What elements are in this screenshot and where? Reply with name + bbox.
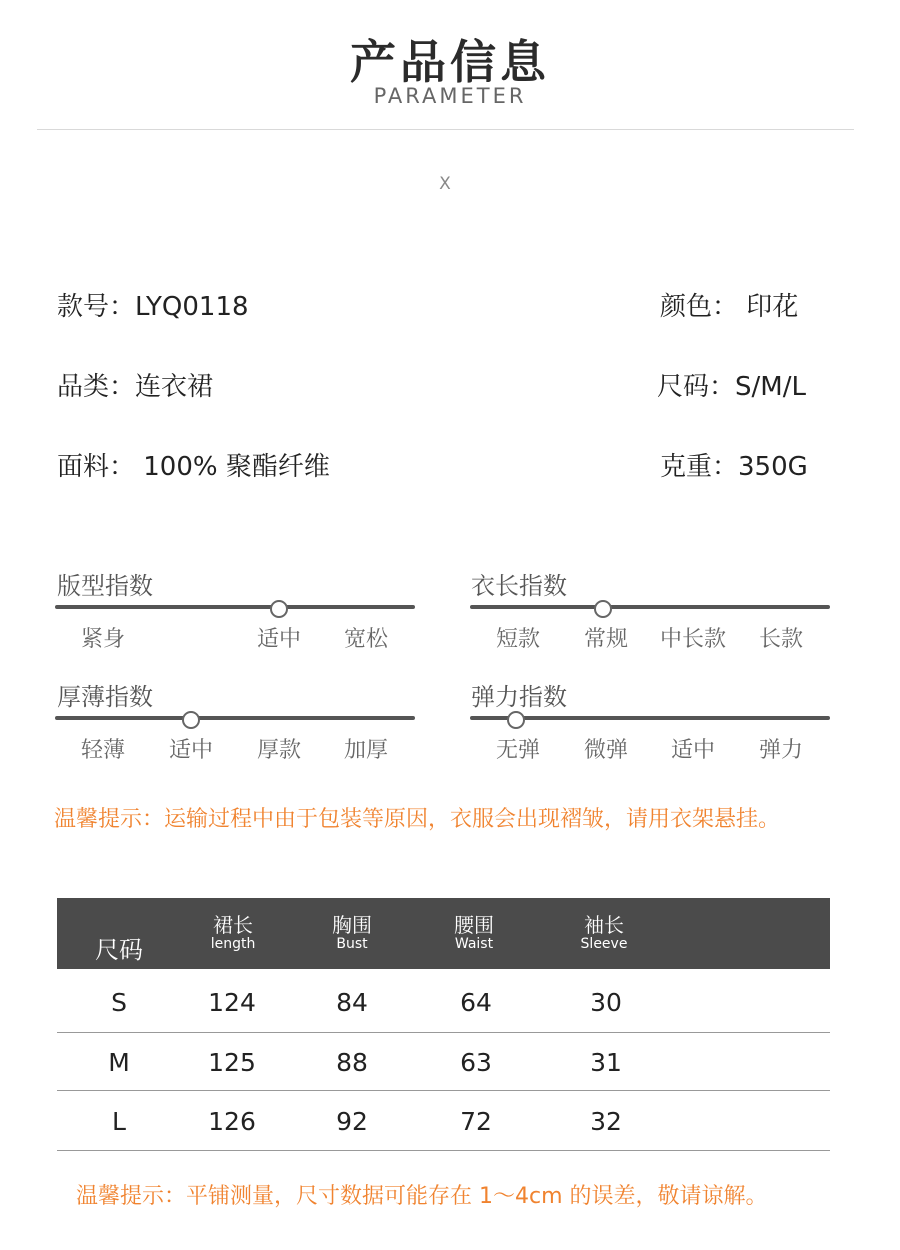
thickness-index-title: 厚薄指数 bbox=[57, 683, 153, 711]
x-mark: X bbox=[439, 174, 451, 194]
sleeve-cell: 32 bbox=[590, 1107, 622, 1136]
bust-cell: 92 bbox=[336, 1107, 368, 1136]
sleeve-column-header: 袖长 Sleeve bbox=[580, 913, 628, 952]
size-cell: S bbox=[111, 988, 127, 1017]
sleeve-cell: 30 bbox=[590, 988, 622, 1017]
fit-index-knob bbox=[270, 600, 288, 618]
size-cell: L bbox=[112, 1107, 126, 1136]
color-info: 颜色： 印花 bbox=[660, 292, 799, 322]
row-divider bbox=[57, 1150, 830, 1151]
fit-option: 宽松 bbox=[343, 627, 388, 652]
weight-info: 克重：350G bbox=[660, 452, 808, 482]
elasticity-option: 无弹 bbox=[495, 738, 540, 763]
size-info: 尺码：S/M/L bbox=[657, 372, 806, 402]
sleeve-cell: 31 bbox=[590, 1048, 622, 1077]
waist-column-header: 腰围 Waist bbox=[454, 913, 494, 952]
thickness-index-track bbox=[55, 716, 415, 720]
length-column-header: 裙长 length bbox=[210, 913, 256, 952]
waist-cell: 63 bbox=[460, 1048, 492, 1077]
length-index-title: 衣长指数 bbox=[471, 572, 567, 600]
thickness-option: 适中 bbox=[168, 738, 213, 763]
waist-cell: 64 bbox=[460, 988, 492, 1017]
length-option: 长款 bbox=[758, 627, 803, 652]
length-index-knob bbox=[594, 600, 612, 618]
length-index-track bbox=[470, 605, 830, 609]
thickness-index-knob bbox=[182, 711, 200, 729]
fit-option: 适中 bbox=[256, 627, 301, 652]
category-info: 品类：连衣裙 bbox=[57, 372, 214, 402]
thickness-option: 厚款 bbox=[256, 738, 301, 763]
waist-cell: 72 bbox=[460, 1107, 492, 1136]
bust-cell: 84 bbox=[336, 988, 368, 1017]
bust-cell: 88 bbox=[336, 1048, 368, 1077]
elasticity-index-knob bbox=[507, 711, 525, 729]
fit-option: 紧身 bbox=[80, 627, 125, 652]
length-cell: 124 bbox=[208, 988, 256, 1017]
length-cell: 125 bbox=[208, 1048, 256, 1077]
page-title: 产品信息 bbox=[350, 35, 550, 89]
page-subtitle: PARAMETER bbox=[373, 84, 527, 108]
fit-index-title: 版型指数 bbox=[57, 572, 153, 600]
size-column-header: 尺码 bbox=[95, 936, 143, 964]
size-cell: M bbox=[108, 1048, 130, 1077]
fit-index-track bbox=[55, 605, 415, 609]
thickness-option: 轻薄 bbox=[80, 738, 125, 763]
header-divider bbox=[37, 129, 854, 130]
row-divider bbox=[57, 1032, 830, 1033]
length-option: 短款 bbox=[495, 627, 540, 652]
measurement-note: 温馨提示：平铺测量，尺寸数据可能存在 1～4cm 的误差，敬请谅解。 bbox=[76, 1184, 768, 1209]
shipping-note: 温馨提示：运输过程中由于包装等原因，衣服会出现褶皱，请用衣架悬挂。 bbox=[54, 807, 781, 832]
bust-column-header: 胸围 Bust bbox=[332, 913, 372, 952]
row-divider bbox=[57, 1090, 830, 1091]
length-cell: 126 bbox=[208, 1107, 256, 1136]
elasticity-option: 弹力 bbox=[758, 738, 803, 763]
elasticity-option: 适中 bbox=[670, 738, 715, 763]
length-option: 常规 bbox=[583, 627, 628, 652]
fabric-info: 面料： 100% 聚酯纤维 bbox=[57, 452, 330, 482]
elasticity-option: 微弹 bbox=[583, 738, 628, 763]
style-number: 款号：LYQ0118 bbox=[57, 292, 249, 322]
length-option: 中长款 bbox=[659, 627, 726, 652]
thickness-option: 加厚 bbox=[343, 738, 388, 763]
elasticity-index-title: 弹力指数 bbox=[471, 683, 567, 711]
